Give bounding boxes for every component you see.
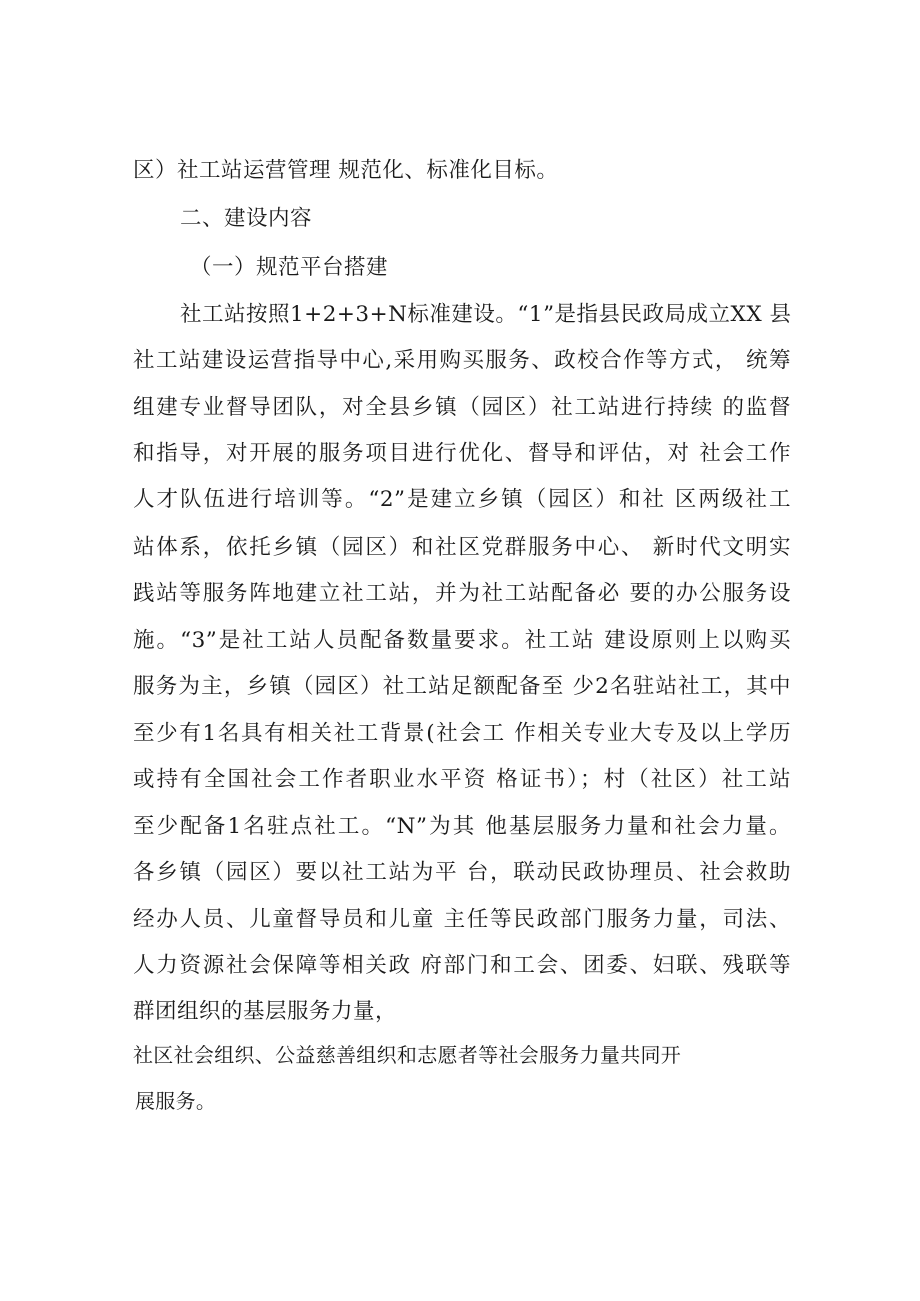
paragraph-line: 服务为主，乡镇（园区）社工站足额配备至 少2名驻站社工，其中 (133, 674, 791, 699)
paragraph-line: 站体系，依托乡镇（园区）和社区党群服务中心、 新时代文明实 (133, 535, 791, 560)
section-heading: 二、建设内容 (180, 206, 313, 231)
tail-line: 社区社会组织、公益慈善组织和志愿者等社会服务力量共同开 (133, 1043, 682, 1067)
subsection-heading: （一）规范平台搭建 (190, 255, 389, 280)
paragraph-line: 经办人员、儿童督导员和儿童 主任等民政部门服务力量，司法、 (133, 907, 791, 932)
paragraph-line: 人力资源社会保障等相关政 府部门和工会、团委、妇联、残联等 (133, 953, 791, 978)
paragraph-line: 或持有全国社会工作者职业水平资 格证书）；村（社区）社工站 (133, 767, 791, 792)
paragraph-line: 组建专业督导团队，对全县乡镇（园区）社工站进行持续 的监督 (133, 395, 791, 420)
paragraph-line: 至少有1名具有相关社工背景(社会工 作相关专业大专及以上学历 (133, 721, 791, 746)
tail-line: 展服务。 (135, 1089, 217, 1113)
continuation-line: 区）社工站运营管理 规范化、标准化目标。 (133, 158, 559, 183)
paragraph-line: 和指导，对开展的服务项目进行优化、督导和评估，对 社会工作 (133, 441, 791, 466)
paragraph-line: 社工站按照1+2+3+N标准建设。“1”是指县民政局成立XX 县 (180, 302, 792, 327)
paragraph-line: 施。“3”是社工站人员配备数量要求。社工站 建设原则上以购买 (133, 628, 791, 653)
paragraph-line: 人才队伍进行培训等。“2”是建立乡镇（园区）和社 区两级社工 (133, 487, 791, 512)
paragraph-line: 各乡镇（园区）要以社工站为平 台，联动民政协理员、社会救助 (133, 860, 791, 885)
paragraph-line: 群团组织的基层服务力量， (133, 999, 398, 1024)
paragraph-line: 践站等服务阵地建立社工站，并为社工站配备必 要的办公服务设 (133, 581, 791, 606)
paragraph-line: 社工站建设运营指导中心,采用购买服务、政校合作等方式， 统筹 (133, 348, 791, 373)
paragraph-line: 至少配备1名驻点社工。“N”为其 他基层服务力量和社会力量。 (133, 814, 791, 839)
